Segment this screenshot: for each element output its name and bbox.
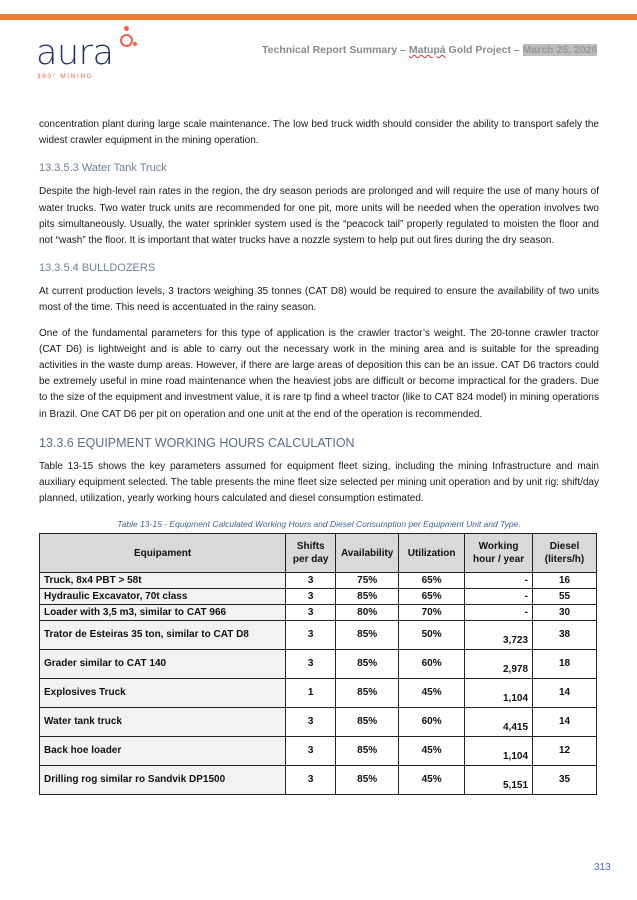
cell-availability: 85%	[336, 679, 399, 708]
cell-equipment: Loader with 3,5 m3, similar to CAT 966	[40, 605, 286, 621]
page-number: 313	[594, 862, 611, 873]
cell-utilization: 65%	[399, 589, 465, 605]
logo-ring-icon	[120, 34, 133, 47]
cell-working-hours: 1,104	[465, 737, 533, 766]
intro-paragraph: concentration plant during large scale maintenance. The low bed truck width should consider the ability to transport safely the widest crawler equipment in the mining operation.	[39, 119, 599, 147]
cell-utilization: 60%	[399, 708, 465, 737]
table-row	[40, 708, 597, 737]
bulldozers-paragraph-2: One of the fundamental parameters for this type of application is the crawler tractor’s weight. The 20-tonne crawler tractor (CAT D6) is lightweight and is able to carry out the necessary work in the mining area and is suitable for the spreading activities in the waste dump areas. However, if there are large areas of deposition this can be an issue. CAT D6 tractors could be extremely useful in mine road maintenance when the heaviest jobs are difficult or become impractical for the graders. Due to the size of the equipment and investment value, it is rare tp find a wheel tractor (like to CAT 824 model) in mining operations in Brazil. One CAT D6 per pit on operation and one unit at the end of the operation is recommended.	[39, 327, 599, 420]
cell-availability: 85%	[336, 766, 399, 795]
cell-equipment: Back hoe loader	[40, 737, 286, 766]
cell-shifts: 3	[286, 650, 336, 679]
cell-diesel: 30	[533, 605, 597, 621]
cell-equipment: Grader similar to CAT 140	[40, 650, 286, 679]
cell-working-hours: 4,415	[465, 708, 533, 737]
logo-dot-icon	[124, 26, 129, 31]
table-row	[40, 621, 597, 650]
aura-logo	[36, 22, 146, 82]
cell-utilization: 45%	[399, 766, 465, 795]
cell-diesel: 35	[533, 766, 597, 795]
cell-diesel: 14	[533, 679, 597, 708]
cell-diesel: 55	[533, 589, 597, 605]
cell-working-hours: -	[465, 589, 533, 605]
cell-equipment: Truck, 8x4 PBT > 58t	[40, 573, 286, 589]
logo-dot-small-icon	[133, 42, 137, 46]
table-caption-text: - Equipment Calculated Working Hours and Diesel Consumption per Equipment Unit and Type.	[161, 519, 521, 530]
header-date: March 25, 2026	[522, 44, 598, 56]
header-title-prefix: Technical Report Summary –	[262, 44, 409, 56]
heading-bulldozers: 13.3.5.4 BULLDOZERS	[39, 262, 156, 275]
cell-utilization: 65%	[399, 573, 465, 589]
cell-diesel: 14	[533, 708, 597, 737]
cell-shifts: 3	[286, 589, 336, 605]
cell-utilization: 50%	[399, 621, 465, 650]
cell-diesel: 16	[533, 573, 597, 589]
table-row	[40, 605, 597, 621]
heading-working-hours: 13.3.6 EQUIPMENT WORKING HOURS CALCULATION	[39, 435, 355, 450]
cell-working-hours: -	[465, 605, 533, 621]
cell-shifts: 3	[286, 737, 336, 766]
table-caption-label: Table 13-15	[117, 519, 162, 530]
cell-availability: 75%	[336, 573, 399, 589]
cell-equipment: Hydraulic Excavator, 70t class	[40, 589, 286, 605]
table-row	[40, 573, 597, 589]
col-header-shifts: Shifts per day	[286, 534, 336, 573]
cell-availability: 85%	[336, 650, 399, 679]
cell-working-hours: 5,151	[465, 766, 533, 795]
cell-working-hours: 2,978	[465, 650, 533, 679]
header-title-mid: Gold Project –	[445, 44, 523, 56]
cell-working-hours: 1,104	[465, 679, 533, 708]
table-row	[40, 589, 597, 605]
col-header-availability: Availability	[336, 534, 399, 573]
cell-shifts: 1	[286, 679, 336, 708]
cell-diesel: 18	[533, 650, 597, 679]
cell-utilization: 45%	[399, 737, 465, 766]
header-accent-bar	[0, 14, 637, 20]
col-header-utilization: Utilization	[399, 534, 465, 573]
table-header-row	[40, 534, 597, 573]
logo-tagline: 360° MINING	[37, 73, 94, 80]
cell-shifts: 3	[286, 766, 336, 795]
cell-equipment: Trator de Esteiras 35 ton, similar to CAT D8	[40, 621, 286, 650]
col-header-working-hours: Working hour / year	[465, 534, 533, 573]
cell-equipment: Drilling rog similar ro Sandvik DP1500	[40, 766, 286, 795]
col-header-equipment: Equipament	[40, 534, 286, 573]
cell-availability: 80%	[336, 605, 399, 621]
cell-equipment: Explosives Truck	[40, 679, 286, 708]
cell-availability: 85%	[336, 737, 399, 766]
cell-utilization: 45%	[399, 679, 465, 708]
bulldozers-paragraph-1: At current production levels, 3 tractors weighing 35 tonnes (CAT D8) would be required to ensure the availability of two units most of the time. This need is accentuated in the rainy season.	[39, 286, 599, 314]
col-header-diesel: Diesel (liters/h)	[533, 534, 597, 573]
logo-wordmark: aura	[36, 33, 114, 73]
cell-availability: 85%	[336, 621, 399, 650]
page-content	[39, 117, 599, 529]
cell-shifts: 3	[286, 605, 336, 621]
table-row	[40, 679, 597, 708]
cell-shifts: 3	[286, 573, 336, 589]
cell-diesel: 38	[533, 621, 597, 650]
cell-availability: 85%	[336, 589, 399, 605]
cell-availability: 85%	[336, 708, 399, 737]
header-project-name: Matupá	[408, 44, 446, 56]
cell-utilization: 70%	[399, 605, 465, 621]
table-row	[40, 650, 597, 679]
cell-shifts: 3	[286, 708, 336, 737]
cell-diesel: 12	[533, 737, 597, 766]
working-hours-paragraph: Table 13-15 shows the key parameters assumed for equipment fleet sizing, including the mining Infrastructure and main auxiliary equipment selected. The table presents the mine fleet size selected per mining unit operation and by unit rig: shift/day planned, utilization, yearly working hours calculated and diesel consumption estimated.	[39, 460, 599, 505]
water-truck-paragraph: Despite the high-level rain rates in the region, the dry season periods are prolonged and will require the use of many hours of water trucks. Two water truck units are recommended for one pit, more units will be needed when the operation involves two pits simultaneously. Usually, the water sprinkler system used is the “peacock tail” properly regulated to moisten the floor and not “wash” the floor. It is important that water trucks have a nozzle system to help put out fires during the dry season.	[39, 186, 599, 247]
table-row	[40, 766, 597, 795]
cell-equipment: Water tank truck	[40, 708, 286, 737]
cell-utilization: 60%	[399, 650, 465, 679]
cell-working-hours: 3,723	[465, 621, 533, 650]
equipment-hours-table	[39, 533, 597, 795]
heading-water-tank-truck: 13.3.5.3 Water Tank Truck	[39, 162, 167, 175]
running-header	[262, 44, 597, 56]
cell-shifts: 3	[286, 621, 336, 650]
cell-working-hours: -	[465, 573, 533, 589]
table-caption	[39, 519, 599, 529]
table-row	[40, 737, 597, 766]
